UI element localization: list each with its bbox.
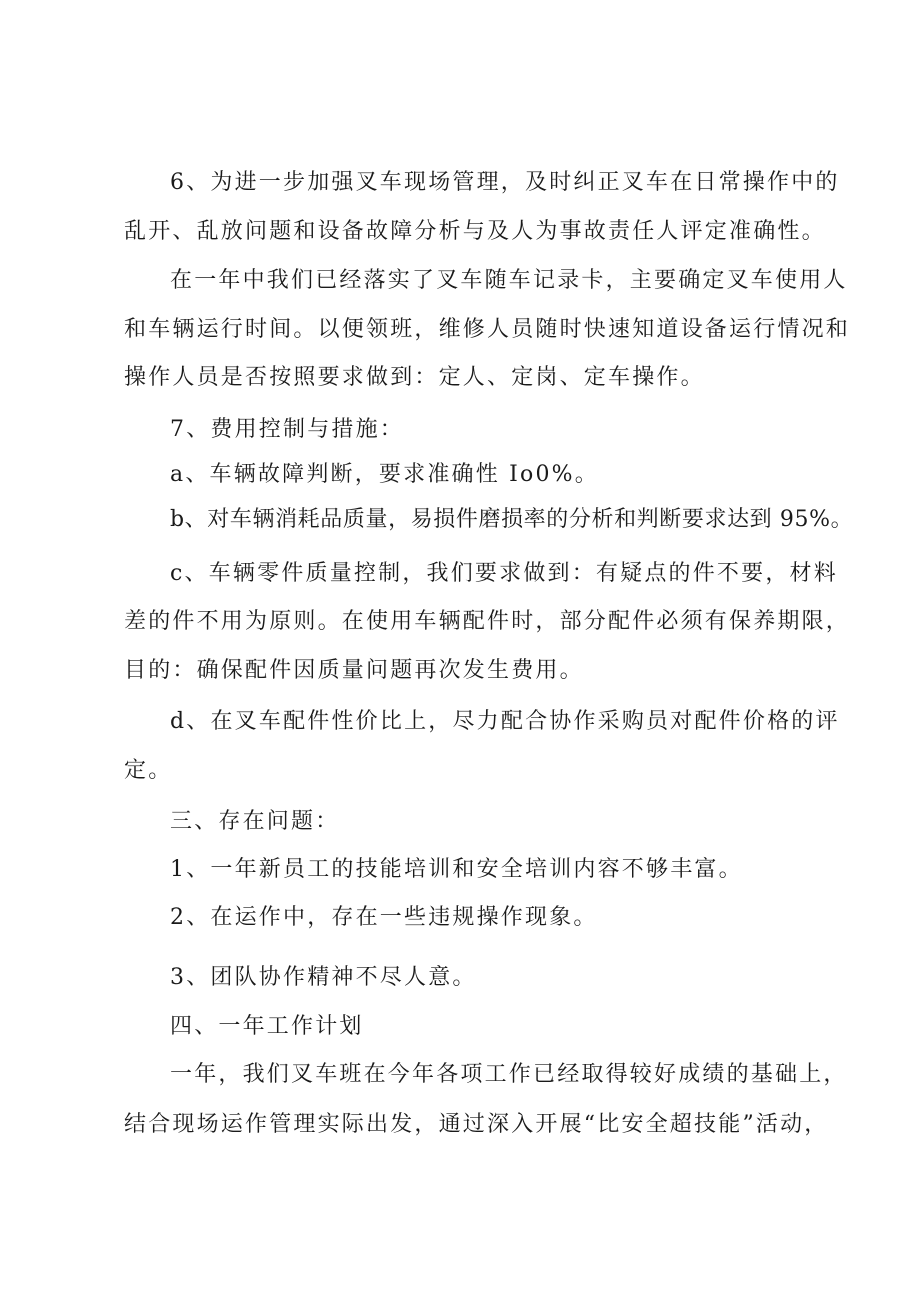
paragraph-6-line-2: 乱开、乱放问题和设备故障分析与及人为事故责任人评定准确性。 [124, 219, 826, 244]
paragraph-7b: b、对车辆消耗品质量，易损件磨损率的分析和判断要求达到 95%。 [170, 507, 854, 532]
issue-item-3: 3、团队协作精神不尽人意。 [170, 965, 477, 990]
plan-paragraph-line-1: 一年，我们叉车班在今年各项工作已经取得较好成绩的基础上， [170, 1062, 848, 1087]
paragraph-7c-line-3: 目的：确保配件因质量问题再次发生费用。 [124, 658, 584, 683]
paragraph-7d-line-2: 定。 [124, 758, 173, 783]
paragraph-7-heading: 7、费用控制与措施： [170, 417, 404, 442]
paragraph-6-line-1: 6、为进一步加强叉车现场管理，及时纠正叉车在日常操作中的 [170, 170, 840, 195]
paragraph-7a: a、车辆故障判断，要求准确性 Io0%。 [170, 462, 599, 487]
section-4-heading: 四、一年工作计划 [170, 1014, 364, 1039]
paragraph-record-card-line-1: 在一年中我们已经落实了叉车随车记录卡，主要确定叉车使用人 [170, 268, 848, 293]
paragraph-7c-line-2: 差的件不用为原则。在使用车辆配件时，部分配件必须有保养期限， [124, 609, 851, 634]
plan-paragraph-line-2: 结合现场运作管理实际出发，通过深入开展“比安全超技能”活动， [124, 1112, 829, 1137]
issue-item-2: 2、在运作中，存在一些违规操作现象。 [170, 905, 598, 930]
paragraph-record-card-line-2: 和车辆运行时间。以便领班，维修人员随时快速知道设备运行情况和 [124, 317, 851, 342]
section-3-heading: 三、存在问题： [170, 809, 340, 834]
paragraph-record-card-line-3: 操作人员是否按照要求做到：定人、定岗、定车操作。 [124, 365, 705, 390]
paragraph-7d-line-1: d、在叉车配件性价比上，尽力配合协作采购员对配件价格的评 [170, 709, 840, 734]
issue-item-1: 1、一年新员工的技能培训和安全培训内容不够丰富。 [170, 857, 743, 882]
paragraph-7c-line-1: c、车辆零件质量控制，我们要求做到：有疑点的件不要，材料 [170, 561, 838, 586]
